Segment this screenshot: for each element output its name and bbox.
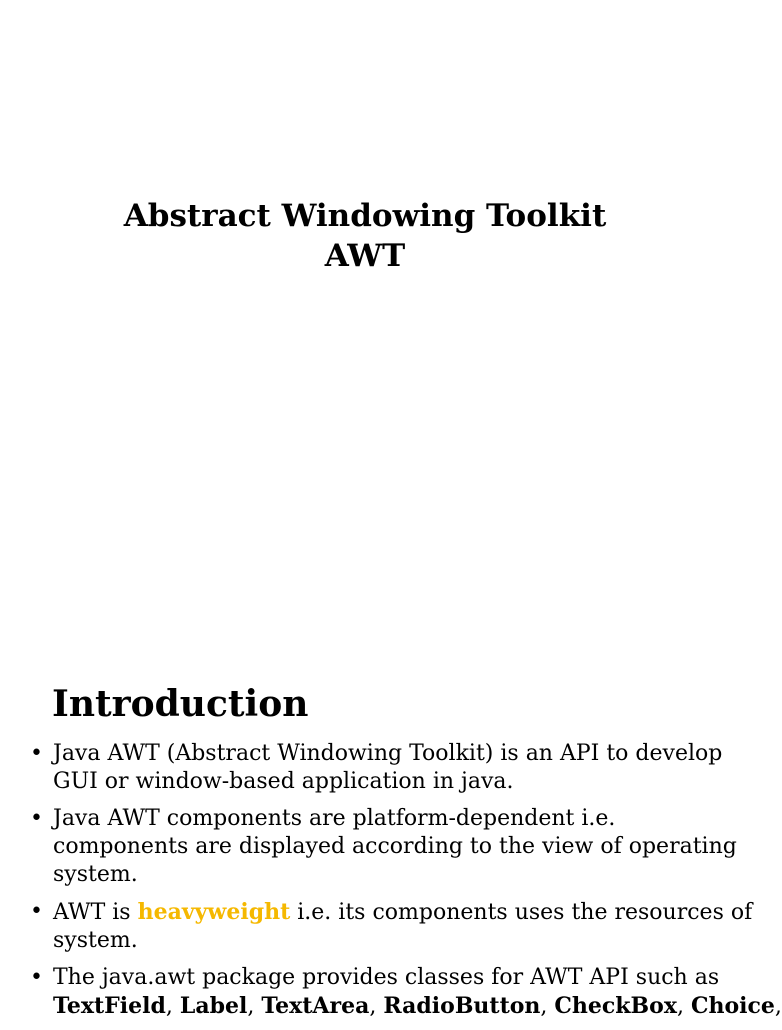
bullet-item-awt-api <box>28 740 748 796</box>
class-name: CheckBox <box>554 993 677 1019</box>
bullet-text-line: The java.awt package provides classes for AWT API such as <box>53 965 720 990</box>
class-name: Label <box>179 993 248 1019</box>
slide-subtitle: AWT <box>324 238 406 274</box>
class-name: Choice <box>690 993 775 1019</box>
bullet-item-heavyweight <box>28 898 753 955</box>
introduction-slide <box>0 576 782 1024</box>
slide-title: Abstract Windowing Toolkit <box>123 198 607 234</box>
bullet-text-line: Java AWT components are platform-dependent i.e. <box>53 806 616 831</box>
bullet-item-platform-dependent <box>28 805 748 889</box>
bullet-text-line: Java AWT (Abstract Windowing Toolkit) is an API to develop <box>53 741 723 766</box>
class-name: TextArea <box>261 993 370 1019</box>
bullet-text-line: components are displayed according to the view of operating <box>53 834 737 859</box>
bullet-item-awt-package <box>28 964 782 1021</box>
awt-class-list: TextField, Label, TextArea, RadioButton, CheckBox, Choice, <box>53 993 782 1019</box>
bullet-text-line: GUI or window-based application in java. <box>53 769 514 794</box>
bullet-text-line <box>53 898 753 927</box>
bullet-dot-icon: • <box>30 806 43 831</box>
section-heading: Introduction <box>52 683 309 725</box>
highlight-text: heavyweight <box>137 899 291 925</box>
bullet-text-line: system. <box>53 862 138 887</box>
bullet-text-line: system. <box>53 928 138 953</box>
bullet-dot-icon: • <box>30 741 43 766</box>
bullet-dot-icon: • <box>30 965 43 990</box>
bullet-prefix-text: AWT is <box>53 900 138 925</box>
class-name: TextField <box>53 993 166 1019</box>
class-name: RadioButton <box>383 993 541 1019</box>
bullet-dot-icon: • <box>30 899 43 924</box>
title-block <box>0 196 730 276</box>
bullet-list <box>28 740 782 1030</box>
bullet-suffix-text: i.e. its components uses the resources of <box>290 900 753 925</box>
